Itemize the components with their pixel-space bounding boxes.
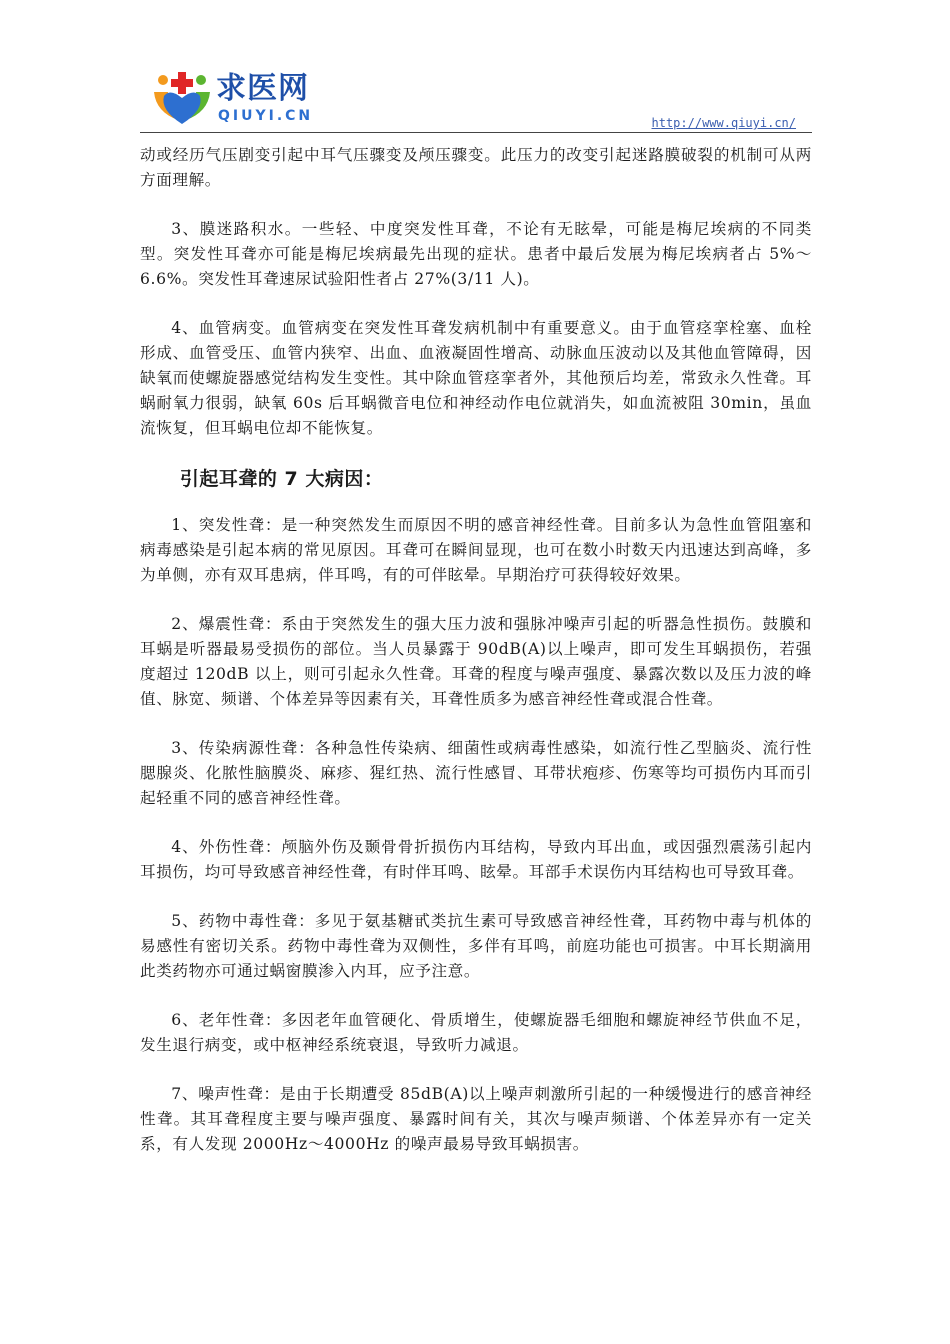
header-divider xyxy=(140,132,812,133)
paragraph-cause-4: 4、外伤性聋：颅脑外伤及颞骨骨折损伤内耳结构，导致内耳出血，或因强烈震荡引起内耳损伤，均可导致感音神经性聋，有时伴耳鸣、眩晕。耳部手术误伤内耳结构也可导致耳聋。 xyxy=(140,838,812,881)
logo-text-cn: 求医网 xyxy=(216,71,309,106)
paragraph-intro-continuation: 动或经历气压剧变引起中耳气压骤变及颅压骤变。此压力的改变引起迷路膜破裂的机制可从两方面理解。 xyxy=(140,146,812,189)
paragraph-cause-3: 3、传染病源性聋：各种急性传染病、细菌性或病毒性感染，如流行性乙型脑炎、流行性腮腺炎、化脓性脑膜炎、麻疹、猩红热、流行性感冒、耳带状疱疹、伤寒等均可损伤内耳而引起轻重不同的感音神经性聋。 xyxy=(140,739,812,807)
paragraph-endolymphatic-hydrops: 3、膜迷路积水。一些轻、中度突发性耳聋，不论有无眩晕，可能是梅尼埃病的不同类型。突发性耳聋亦可能是梅尼埃病最先出现的症状。患者中最后发展为梅尼埃病者占 5%～6.6%。突发性耳聋速尿试验阳性者占 27%(3/11 人)。 xyxy=(140,220,812,288)
medical-cross-people-icon xyxy=(150,66,214,130)
paragraph-cause-5: 5、药物中毒性聋：多见于氨基糖甙类抗生素可导致感音神经性聋，耳药物中毒与机体的易感性有密切关系。药物中毒性聋为双侧性，多伴有耳鸣，前庭功能也可损害。中耳长期滴用此类药物亦可通过蜗窗膜渗入内耳，应予注意。 xyxy=(140,912,812,980)
site-logo[interactable] xyxy=(150,66,340,130)
paragraph-cause-2: 2、爆震性聋：系由于突然发生的强大压力波和强脉冲噪声引起的听器急性损伤。鼓膜和耳蜗是听器最易受损伤的部位。当人员暴露于 90dB(A)以上噪声，即可发生耳蜗损伤，若强度超过 120dB 以上，则可引起永久性聋。耳聋的程度与噪声强度、暴露次数以及压力波的峰值、脉宽、频谱、个体差异等因素有关，耳聋性质多为感音神经性聋或混合性聋。 xyxy=(140,615,812,708)
site-url-link[interactable]: http://www.qiuyi.cn/ xyxy=(651,116,796,130)
section-heading: 引起耳聋的 7 大病因： xyxy=(179,468,384,490)
page-header xyxy=(140,60,812,136)
paragraph-vascular-lesion: 4、血管病变。血管病变在突发性耳聋发病机制中有重要意义。由于血管痉挛栓塞、血栓形成、血管受压、血管内狭窄、出血、血液凝固性增高、动脉血压波动以及其他血管障碍，因缺氧而使螺旋器感觉结构发生变性。其中除血管痉挛者外，其他预后均差，常致永久性聋。耳蜗耐氧力很弱，缺氧 60s 后耳蜗微音电位和神经动作电位就消失，如血流被阻 30min，虽血流恢复，但耳蜗电位却不能恢复。 xyxy=(140,319,812,437)
logo-text-en: QIUYI.CN xyxy=(218,108,314,124)
document-body xyxy=(140,143,812,1181)
paragraph-cause-1: 1、突发性聋：是一种突然发生而原因不明的感音神经性聋。目前多认为急性血管阻塞和病毒感染是引起本病的常见原因。耳聋可在瞬间显现，也可在数小时数天内迅速达到高峰，多为单侧，亦有双耳患病，伴耳鸣，有的可伴眩晕。早期治疗可获得较好效果。 xyxy=(140,516,812,584)
paragraph-cause-6: 6、老年性聋：多因老年血管硬化、骨质增生，使螺旋器毛细胞和螺旋神经节供血不足，发生退行病变，或中枢神经系统衰退，导致听力减退。 xyxy=(140,1011,812,1054)
paragraph-cause-7: 7、噪声性聋：是由于长期遭受 85dB(A)以上噪声刺激所引起的一种缓慢进行的感音神经性聋。其耳聋程度主要与噪声强度、暴露时间有关，其次与噪声频谱、个体差异亦有一定关系，有人发现 2000Hz～4000Hz 的噪声最易导致耳蜗损害。 xyxy=(140,1085,812,1153)
